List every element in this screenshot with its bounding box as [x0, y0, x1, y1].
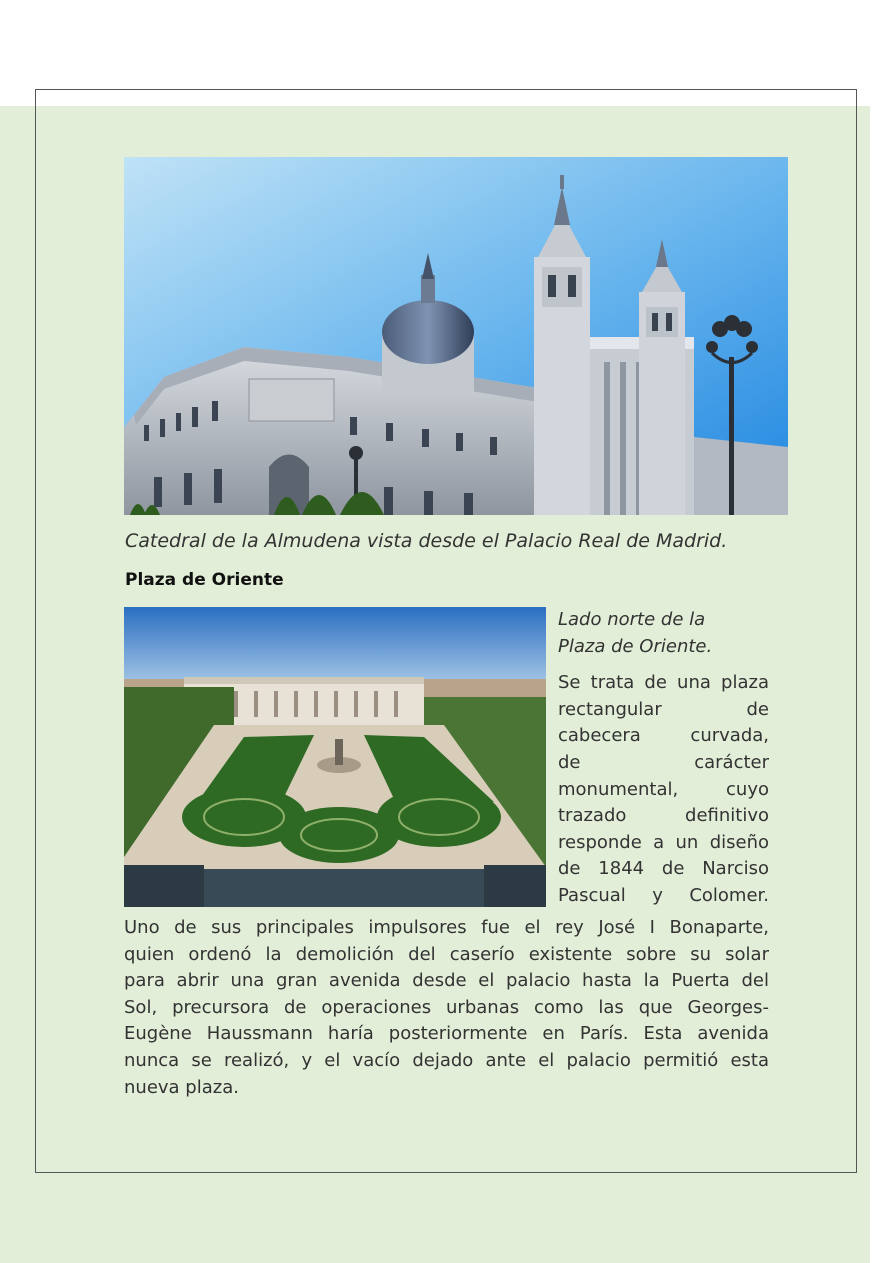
- side-text-line: trazado definitivo: [558, 805, 769, 827]
- side-column: [558, 607, 769, 910]
- section-title: Plaza de Oriente: [125, 570, 284, 590]
- plaza-caption: [558, 607, 769, 660]
- plaza-caption-line: Plaza de Oriente.: [558, 635, 713, 657]
- side-text-line: responde a un diseño: [558, 831, 769, 853]
- side-text-line: Pascual y Colomer.: [558, 884, 769, 906]
- cathedral-photo: [124, 157, 788, 515]
- body-paragraph: [124, 915, 769, 1101]
- side-text-line: de carácter: [558, 751, 769, 773]
- side-text-line: de 1844 de Narciso: [558, 858, 769, 880]
- body-line: Uno de sus principales impulsores fue el rey José I Bonaparte,: [124, 917, 769, 938]
- body-line: Sol, precursora de operaciones urbanas como las que Georges-: [124, 996, 769, 1018]
- plaza-photo: [124, 607, 546, 907]
- side-paragraph: [558, 670, 769, 909]
- side-text-line: cabecera curvada,: [558, 725, 769, 747]
- cathedral-caption: Catedral de la Almudena vista desde el Palacio Real de Madrid.: [125, 530, 728, 552]
- side-text-line: monumental, cuyo: [558, 778, 769, 800]
- body-line: Eugène Haussmann haría posteriormente en París. Esta avenida: [124, 1023, 769, 1045]
- body-line: para abrir una gran avenida desde el palacio hasta la Puerta del: [124, 970, 769, 992]
- plaza-caption-line: Lado norte de la: [558, 609, 706, 630]
- body-line: quien ordenó la demolición del caserío existente sobre su solar: [124, 943, 769, 965]
- body-line: nueva plaza.: [124, 1076, 239, 1098]
- body-line: nunca se realizó, y el vacío dejado ante el palacio permitió esta: [124, 1049, 769, 1071]
- side-text-line: Se trata de una plaza: [558, 672, 769, 694]
- side-text-line: rectangular de: [558, 698, 769, 720]
